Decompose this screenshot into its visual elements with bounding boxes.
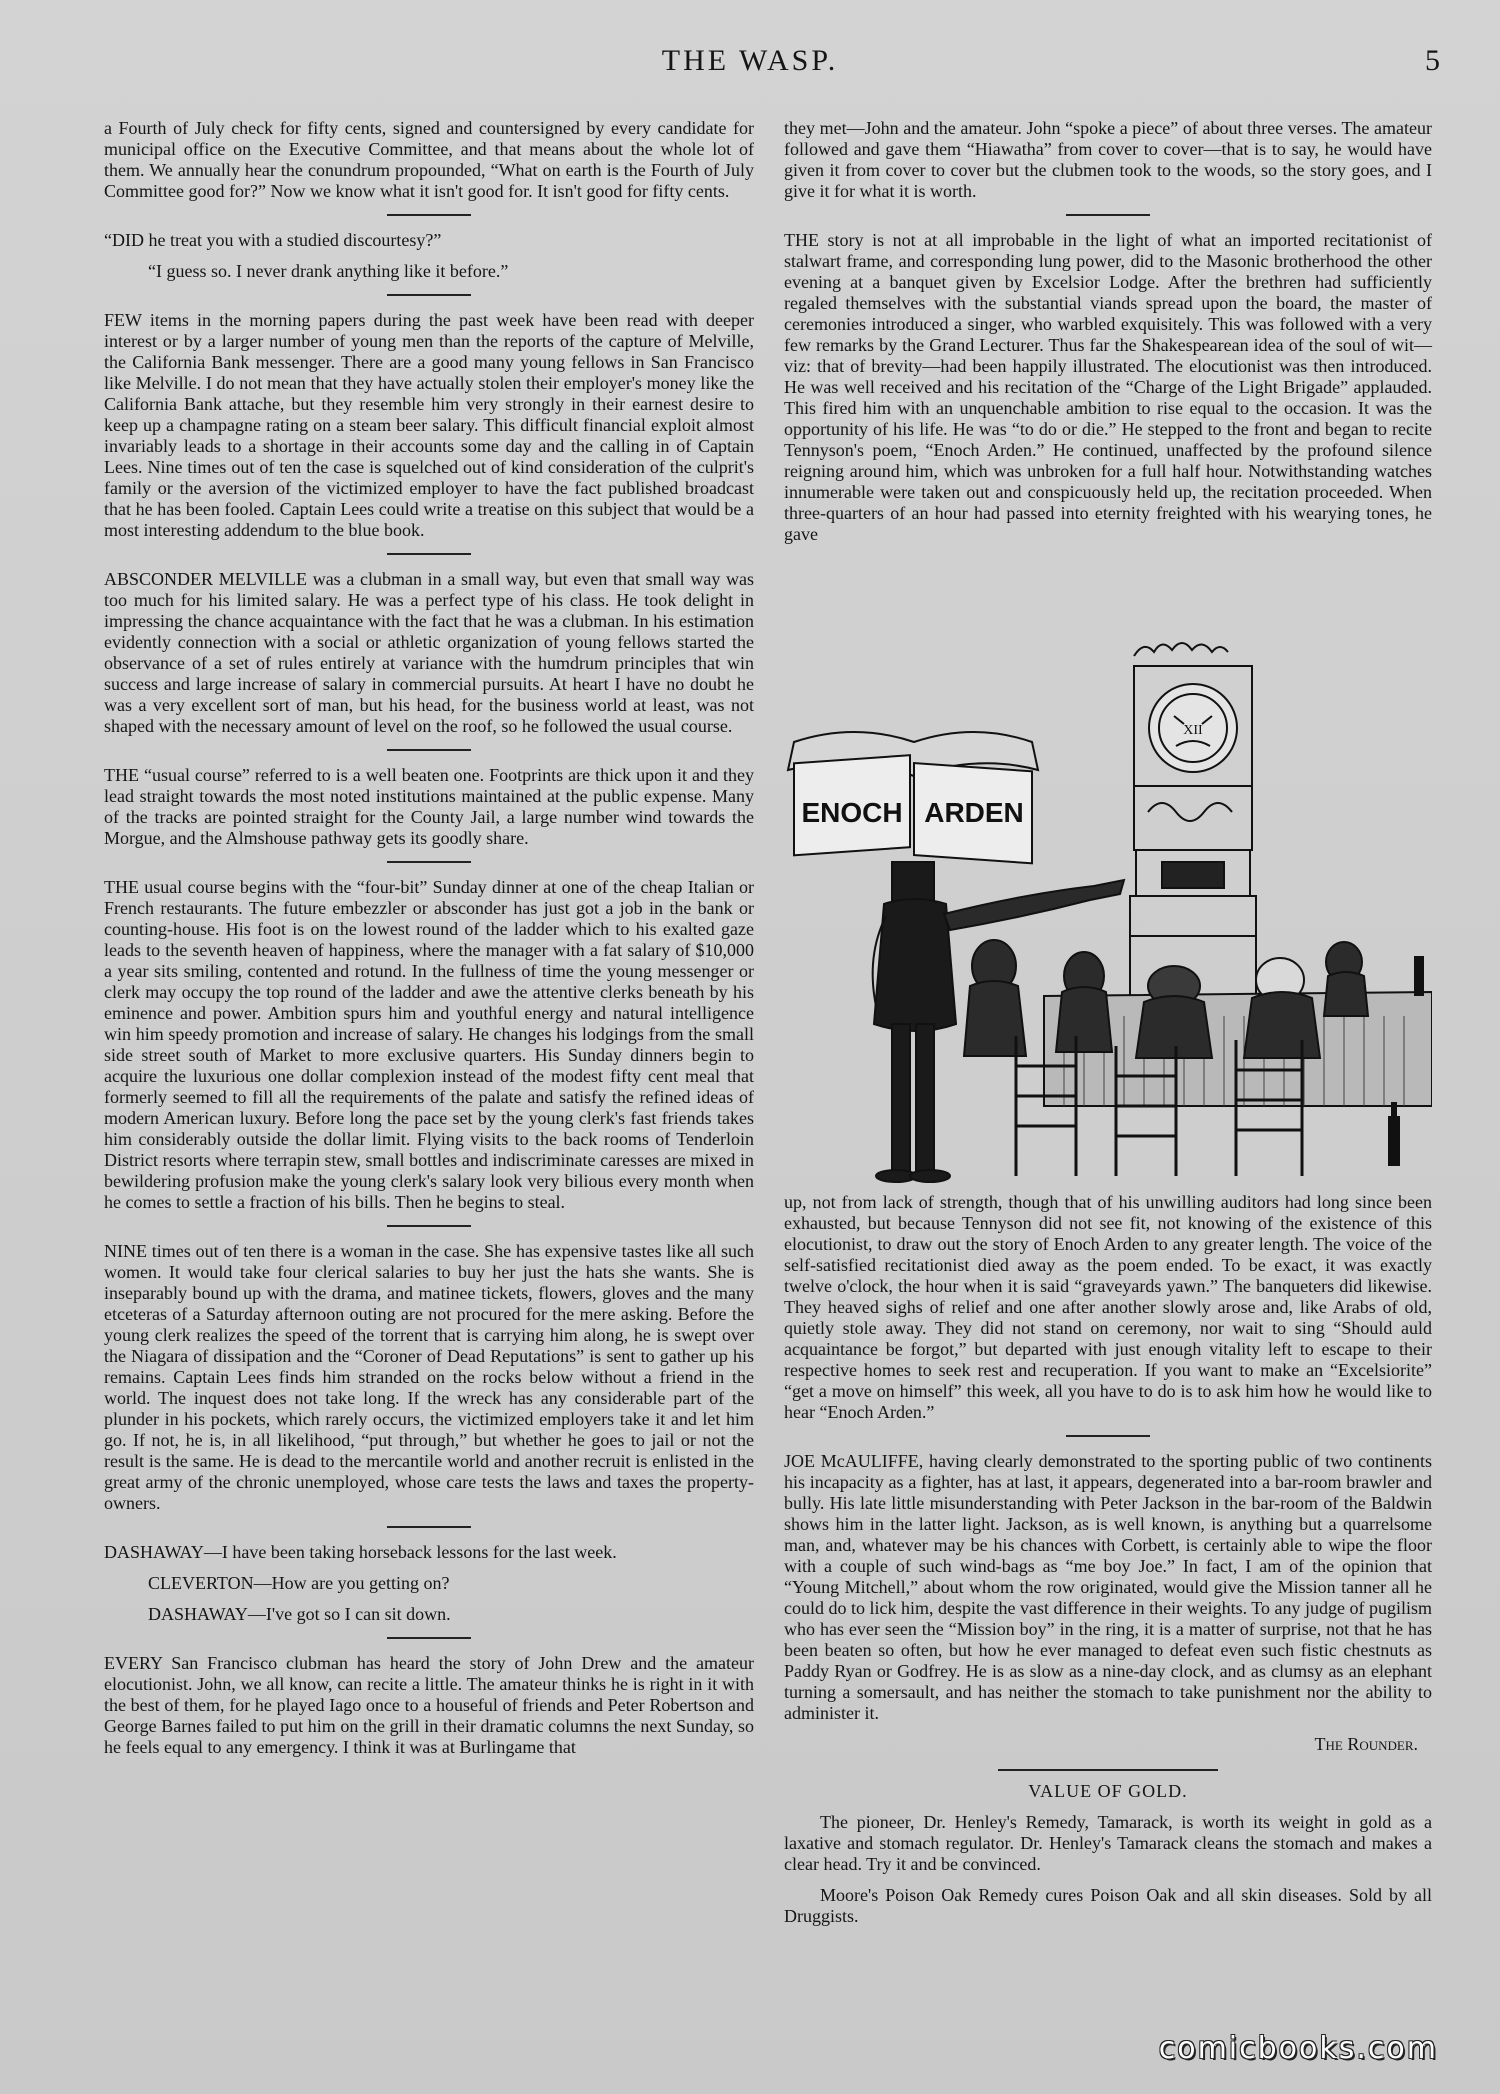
paragraph-fourth-of-july: a Fourth of July check for fifty cents, signed and countersigned by every candidate for municipal office on the Executive Committee, and that means about the whole lot of them. We annually hear the conundrum propounded, “What on earth is the Fourth of July Committee good for?” Now we know what it isn't good for. It isn't good for fifty cents. [104,118,754,201]
author-signature: The Rounder. [1314,1734,1418,1754]
book-icon [788,732,1038,863]
divider [387,294,471,296]
dialogue-line: “I guess so. I never drank anything like it before.” [148,261,509,281]
paragraph-john-drew: EVERY San Francisco clubman has heard the story of John Drew and the amateur elocutionist. John, we all know, can recite a little. The amateur thinks he is right in it with the best of them, for he played Iago once to a houseful of friends and Peter Robertson and George Barnes failed to put him on the grill in their dramatic columns the next Sunday, so he feels equal to any emergency. I think it was at Burlingame that [104,1653,754,1757]
divider [387,1526,471,1528]
dialogue-line: CLEVERTON—How are you getting on? [148,1573,450,1593]
divider [387,861,471,863]
divider [1066,214,1150,216]
paragraph-woman-in-case: NINE times out of ten there is a woman in the case. She has expensive tastes like all such women. It would take four clerical salaries to buy her just the hats she wants. She is inseparably bound up with the drama, and matinee tickets, flowers, gloves and the many etceteras of a Saturday afternoon outing are not procured for the mere asking. Before the young clerk realizes the speed of the torrent that is carrying him along, he is swept over the Niagara of dissipation and the “Coroner of Dead Reputations” is sent to gather up his remains. Captain Lees finds him stranded on the rocks below without a friend in the world. The inquest does not take long. If the wreck has any considerable part of the plunder in his pockets, which rarely occurs, the victimized employers take it and let him go. If not, he is, in all likelihood, “put through,” but whether he goes to jail or not the result is the same. He is dead to the mercantile world and another recruit is enlisted in the great army of the chronic unemployed, whose care tests the laws and taxes the property-owners. [104,1241,754,1513]
paragraph-absconder-melville: ABSCONDER MELVILLE was a clubman in a small way, but even that small way was too much for his limited salary. He was a perfect type of his class. He took delight in impressing the chance acquaintance with the fact that he was a clubman. In his estimation evidently connection with a social or athletic organization of young fellows started the observance of a set of rules entirely at variance with the humdrum principles that win success and large increase of salary in commercial pursuits. At heart I have no doubt he was a very excellent sort of man, but his head, for the business world at least, was not shaped with the necessary amount of level on the roof, so he followed the usual course. [104,569,754,736]
book-title-right: ARDEN [924,797,1024,828]
divider [387,1637,471,1639]
paragraph-elocutionist: THE story is not at all improbable in the light of what an imported recitationist of stalwart frame, and corresponding lung power, did to the Masonic brotherhood the other evening at a banquet given by Excelsior Lodge. After the brethren had sufficiently regaled themselves with the substantial viands spread upon the board, the master of ceremonies introduced a singer, who warbled exquisitely. This was followed with a very few remarks by the Grand Lecturer. Thus far the Shakespearean idea of the soul of wit—viz: that of brevity—had been happily illustrated. The elocutionist was then introduced. He was well received and his recitation of the “Charge of the Light Brigade” applauded. This fired him with an unquenchable ambition to rise equal to the occasion. It was the opportunity of his life. He was “to do or die.” He stepped to the front and began to recite Tennyson's poem, “Enoch Arden.” He continued, unaffected by the profound silence reigning around him, which was unbroken for a full half hour. Notwithstanding watches innumerable were taken out and conspicuously held up, the recitation proceeded. When three-quarters of an hour had passed into eternity freighted with his wearying tones, he gave [784,230,1432,544]
paragraph-four-bit-dinner: THE usual course begins with the “four-bit” Sunday dinner at one of the cheap Italian or French restaurants. The future embezzler or absconder has just got a job in the bank or counting-house. His foot is on the lowest round of the ladder which to his exalted gaze leads to the seventh heaven of happiness, where the manager with a fat salary of $10,000 a year sits smiling, contented and rotund. In the fullness of time the young messenger or clerk may occupy the top round of the ladder and awe the attentive clerks beneath by his eminence and power. Ambition spurs him and youthful energy and natural intelligence win him speedy promotion and increase of salary. He changes his lodgings from the small side street south of Market to more exclusive quarters. His Sunday dinners begin to acquire the luxurious one dollar complexion instead of the modest fifty cent meal that formerly seemed to fill all the requirements of the palate and satisfy the refined ideas of modern American luxury. Before long the pace set by the young clerk's fast friends takes him considerably outside the dollar limit. Flying visits to the back rooms of Tenderloin District resorts where terrapin stew, small bottles and indiscriminate caresses are mixed in bewildering profusion make the young clerk's salary look very bilious every month when he comes to settle a fraction of his bills. Then he begins to steal. [104,877,754,1212]
paragraph-hiawatha: they met—John and the amateur. John “spoke a piece” of about three verses. The amateur followed and gave them “Hiawatha” from cover to cover—that is to say, he would have given it from cover to cover but the clubmen took to the woods, so the story goes, and I give it for what it is worth. [784,118,1432,201]
divider [387,1225,471,1227]
paragraph-mcauliffe: JOE McAULIFFE, having clearly demonstrated to the sporting public of two continents his incapacity as a fighter, has at last, it appears, degenerated into a bar-room brawler and bully. His late little misunderstanding with Peter Jackson in the bar-room of the Baldwin shows him in the latter light. Jackson, as is well known, is anything but a quarrelsome man, and, whatever may be his chances with Corbett, is certainly able to wipe the floor with a couple of such wind-bags as “me boy Joe.” In fact, I am of the opinion that “Young Mitchell,” about whom the row originated, would give the Mission tanner all he could do to lick him, despite the vast difference in their weights. To any judge of pugilism who has ever seen the “Mission boy” in the ring, it is a matter of surprise, not that he has been beaten so often, but how he ever managed to defeat even such fistic chestnuts as Paddy Ryan or Godfrey. He is as slow as a nine-day clock, and as clumsy as an elephant turning a somersault, and has neither the stomach to take punishment nor the ability to administer it. [784,1451,1432,1723]
dialogue-line: “DID he treat you with a studied discourtesy?” [104,230,442,250]
section-heading: VALUE OF GOLD. [1028,1781,1188,1801]
paragraph-poison-oak: Moore's Poison Oak Remedy cures Poison Oak and all skin diseases. Sold by all Druggists. [784,1885,1432,1926]
left-column [104,118,754,1768]
paragraph-melville-capture: FEW items in the morning papers during the past week have been read with deeper interest or by a larger number of young men than the reports of the capture of Melville, the California Bank messenger. There are a good many young fellows in San Francisco like Melville. I do not mean that they have actually stolen their employer's money like the California Bank attache, but they resemble him very strongly in their earnest desire to keep up a champagne rating on a steam beer salary. This difficult financial exploit almost invariably leads to a shortage in their accounts some day and the calling in of Captain Lees. Nine times out of ten the case is squelched out of kind consideration of the culprit's family or the aversion of the victimized employer to have the fact published broadcast that he has been fooled. Captain Lees could write a treatise on this subject that would be a most interesting addendum to the blue book. [104,310,754,540]
divider [1066,1435,1150,1437]
divider [387,553,471,555]
svg-text:XII: XII [1183,723,1203,738]
book-title-left: ENOCH [801,797,903,828]
paragraph-enoch-arden-end: up, not from lack of strength, though that of his unwilling auditors had long since been exhausted, but because Tennyson did not see fit, not knowing of the existence of this elocutionist, to draw out the story of Enoch Arden to any greater length. The voice of the self-satisfied recitationist died away as the poem ended. To be exact, it was exactly twelve o'clock, the hour when it is said “graveyards yawn.” The banqueters did likewise. They heaved sighs of relief and one after another slowly arose and, like Arabs of old, quietly stole away. They did not stand on ceremony, nor wait to sing “Should auld acquaintance be forgot,” but departed with just enough vitality left to escape to their respective homes to seek rest and recuperation. If you want to make an “Excelsiorite” “get a move on himself” this week, all you have to do is to ask him how he would like to hear “Enoch Arden.” [784,1192,1432,1422]
watermark: comicbooks.com [1158,2031,1438,2066]
dialogue-line: DASHAWAY—I've got so I can sit down. [148,1604,451,1624]
paragraph-henley-remedy: The pioneer, Dr. Henley's Remedy, Tamarack, is worth its weight in gold as a laxative and stomach regulator. Dr. Henley's Tamarack cleans the stomach and makes a clear head. Try it and be convinced. [784,1812,1432,1874]
enoch-arden-illustration [784,636,1432,1192]
masthead-title: THE WASP. [661,44,839,77]
divider [998,1769,1218,1771]
page-number: 5 [1425,44,1440,77]
divider [387,214,471,216]
dialogue-line: DASHAWAY—I have been taking horseback lessons for the last week. [104,1542,617,1562]
divider [387,749,471,751]
sleeping-guests [964,940,1368,1058]
paragraph-usual-course: THE “usual course” referred to is a well beaten one. Footprints are thick upon it and they lead straight towards the most noted institutions maintained at the public expense. Many of the tracks are pointed straight for the County Jail, a large number wind towards the Morgue, and the Almshouse pathway gets its goodly share. [104,765,754,848]
right-column-top [784,118,1432,555]
right-column-bottom [784,1192,1432,1937]
